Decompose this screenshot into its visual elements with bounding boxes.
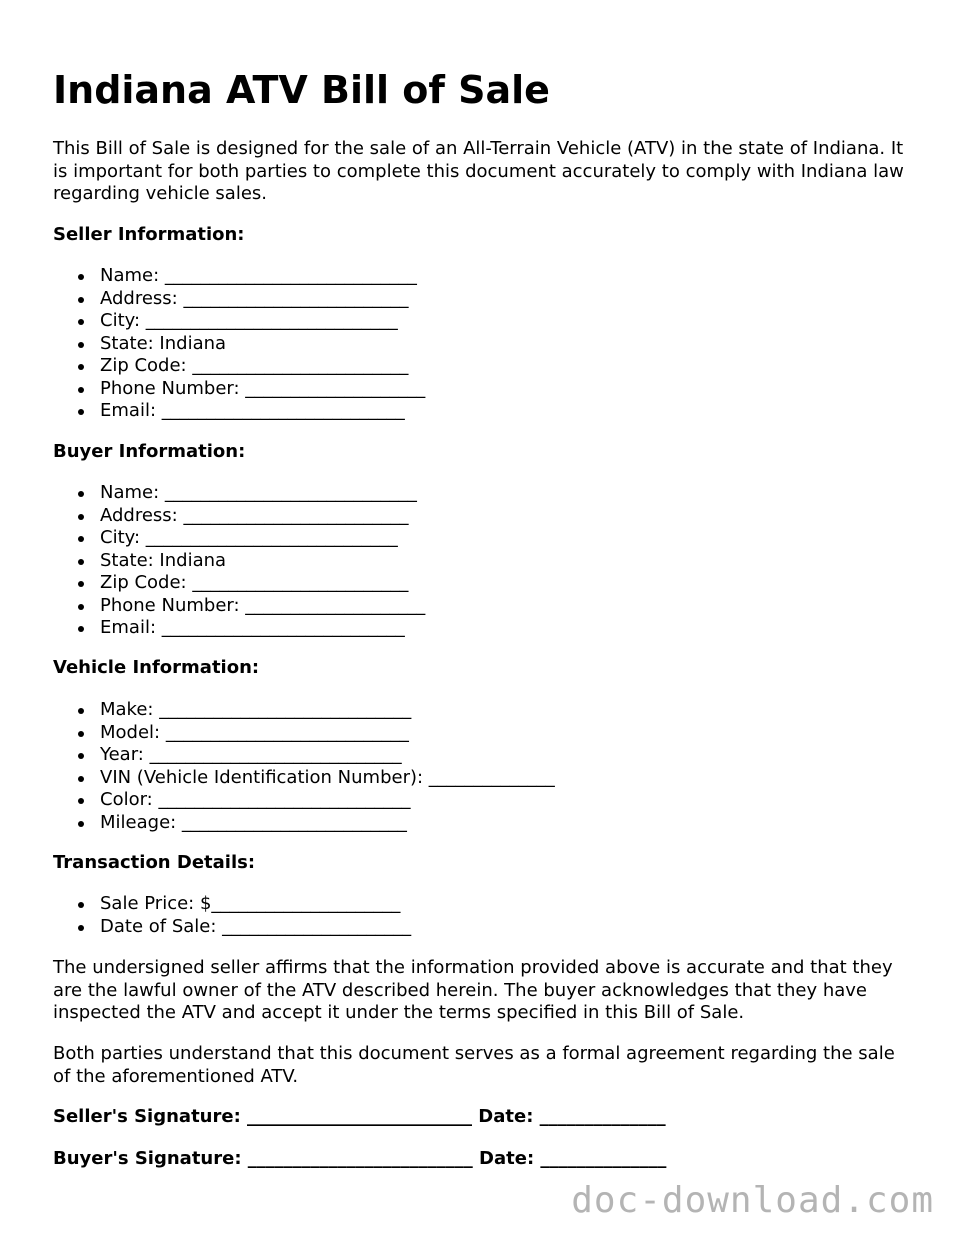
buyer-zip-field: Zip Code: ________________________ [53,572,425,595]
sale-date-field: Date of Sale: _____________________ [53,916,411,939]
buyer-address-field: Address: _________________________ [53,505,425,528]
agreement-paragraph: Both parties understand that this document serves as a formal agreement regarding the sale of the aforementioned ATV. [53,1043,895,1087]
transaction-heading: Transaction Details: [53,852,256,873]
seller-email-field: Email: ___________________________ [53,400,425,423]
buyer-fields [53,482,425,640]
vehicle-color-field: Color: ____________________________ [53,789,555,812]
seller-zip-field: Zip Code: ________________________ [53,355,425,378]
intro-paragraph: This Bill of Sale is designed for the sale of an All-Terrain Vehicle (ATV) in the state of Indiana. It is important for both parties to complete this document accurately to comply with Indiana law regarding vehicle sales. [53,138,904,204]
vehicle-vin-field: VIN (Vehicle Identification Number): ______________ [53,767,555,790]
vehicle-heading: Vehicle Information: [53,657,260,678]
vehicle-fields [53,699,555,834]
seller-heading: Seller Information: [53,224,245,245]
buyer-signature-line: Buyer's Signature: _________________________ Date: ______________ [53,1148,667,1169]
vehicle-model-field: Model: ___________________________ [53,722,555,745]
buyer-city-field: City: ____________________________ [53,527,425,550]
seller-fields [53,265,425,423]
watermark: doc-download.com [571,1180,934,1221]
document-title: Indiana ATV Bill of Sale [53,68,550,112]
seller-name-field: Name: ____________________________ [53,265,425,288]
vehicle-make-field: Make: ____________________________ [53,699,555,722]
buyer-phone-field: Phone Number: ____________________ [53,595,425,618]
buyer-state-field: State: Indiana [53,550,425,573]
vehicle-mileage-field: Mileage: _________________________ [53,812,555,835]
seller-address-field: Address: _________________________ [53,288,425,311]
transaction-fields [53,893,411,938]
seller-signature-line: Seller's Signature: _________________________ Date: ______________ [53,1106,666,1127]
vehicle-year-field: Year: ____________________________ [53,744,555,767]
seller-city-field: City: ____________________________ [53,310,425,333]
buyer-email-field: Email: ___________________________ [53,617,425,640]
buyer-heading: Buyer Information: [53,441,246,462]
seller-phone-field: Phone Number: ____________________ [53,378,425,401]
seller-state-field: State: Indiana [53,333,425,356]
sale-price-field: Sale Price: $_____________________ [53,893,411,916]
affirmation-paragraph: The undersigned seller affirms that the information provided above is accurate and that they are the lawful owner of the ATV described herein. The buyer acknowledges that they have inspected the ATV and accept it under the terms specified in this Bill of Sale. [53,957,893,1023]
buyer-name-field: Name: ____________________________ [53,482,425,505]
